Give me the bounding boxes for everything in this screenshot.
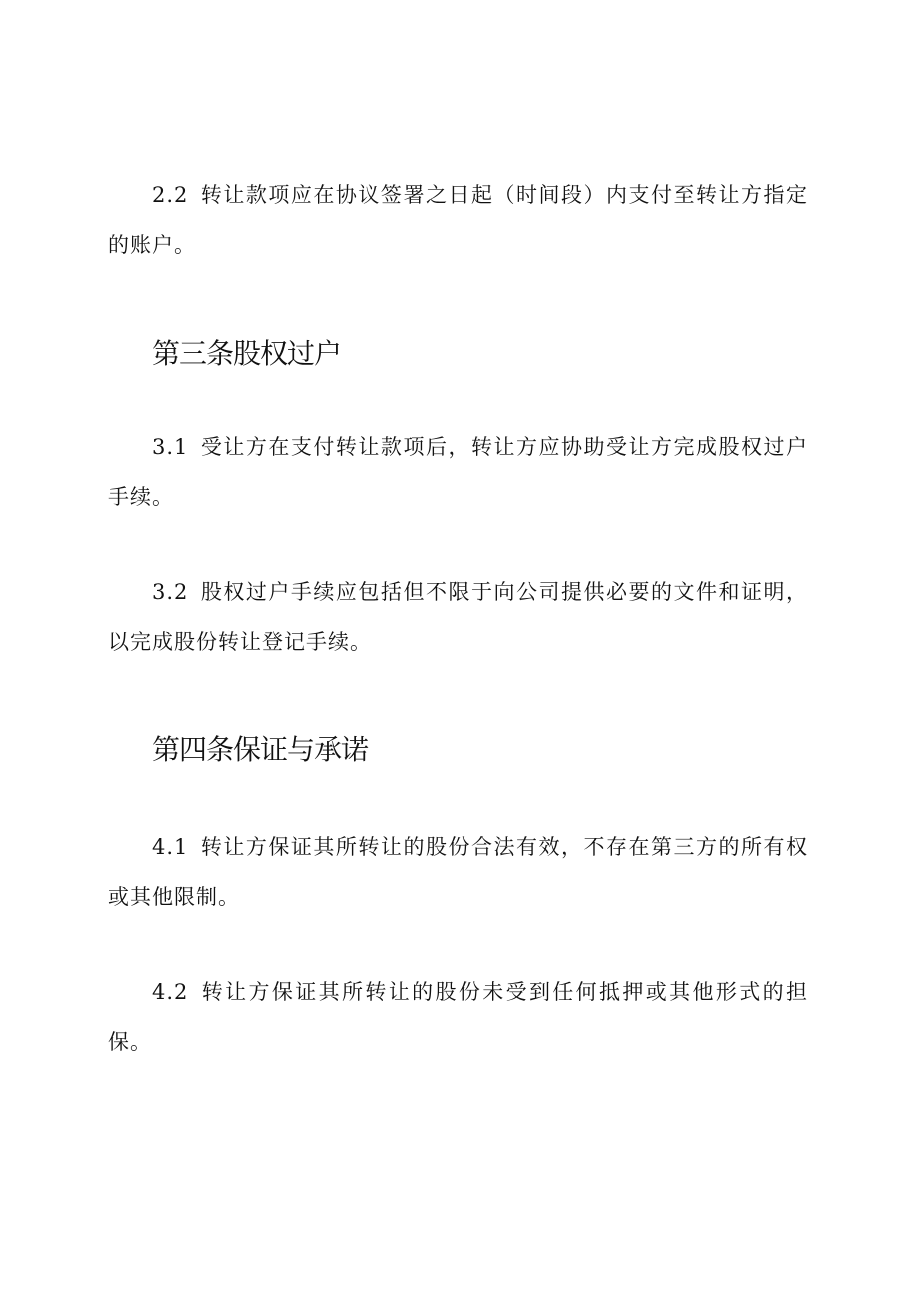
clause-3-1 bbox=[108, 422, 808, 522]
clause-3-2 bbox=[108, 567, 808, 667]
clause-number: 2.2 bbox=[152, 183, 189, 207]
clause-text: 转让方保证其所转让的股份未受到任何抵押或其他形式的担保。 bbox=[108, 980, 808, 1054]
article-3-heading: 第三条股权过户 bbox=[152, 337, 342, 370]
clause-number: 3.2 bbox=[152, 580, 189, 604]
clause-text: 转让方保证其所转让的股份合法有效，不存在第三方的所有权或其他限制。 bbox=[108, 835, 808, 909]
clause-number: 4.2 bbox=[152, 980, 189, 1004]
clause-2-2 bbox=[108, 170, 808, 270]
clause-number: 4.1 bbox=[152, 835, 189, 859]
clause-text: 受让方在支付转让款项后，转让方应协助受让方完成股权过户手续。 bbox=[108, 435, 808, 509]
clause-text: 股权过户手续应包括但不限于向公司提供必要的文件和证明，以完成股份转让登记手续。 bbox=[108, 580, 808, 654]
article-4-heading: 第四条保证与承诺 bbox=[152, 733, 369, 766]
clause-4-2 bbox=[108, 967, 808, 1067]
clause-number: 3.1 bbox=[152, 435, 189, 459]
clause-4-1 bbox=[108, 822, 808, 922]
clause-text: 转让款项应在协议签署之日起（时间段）内支付至转让方指定的账户。 bbox=[108, 183, 808, 257]
